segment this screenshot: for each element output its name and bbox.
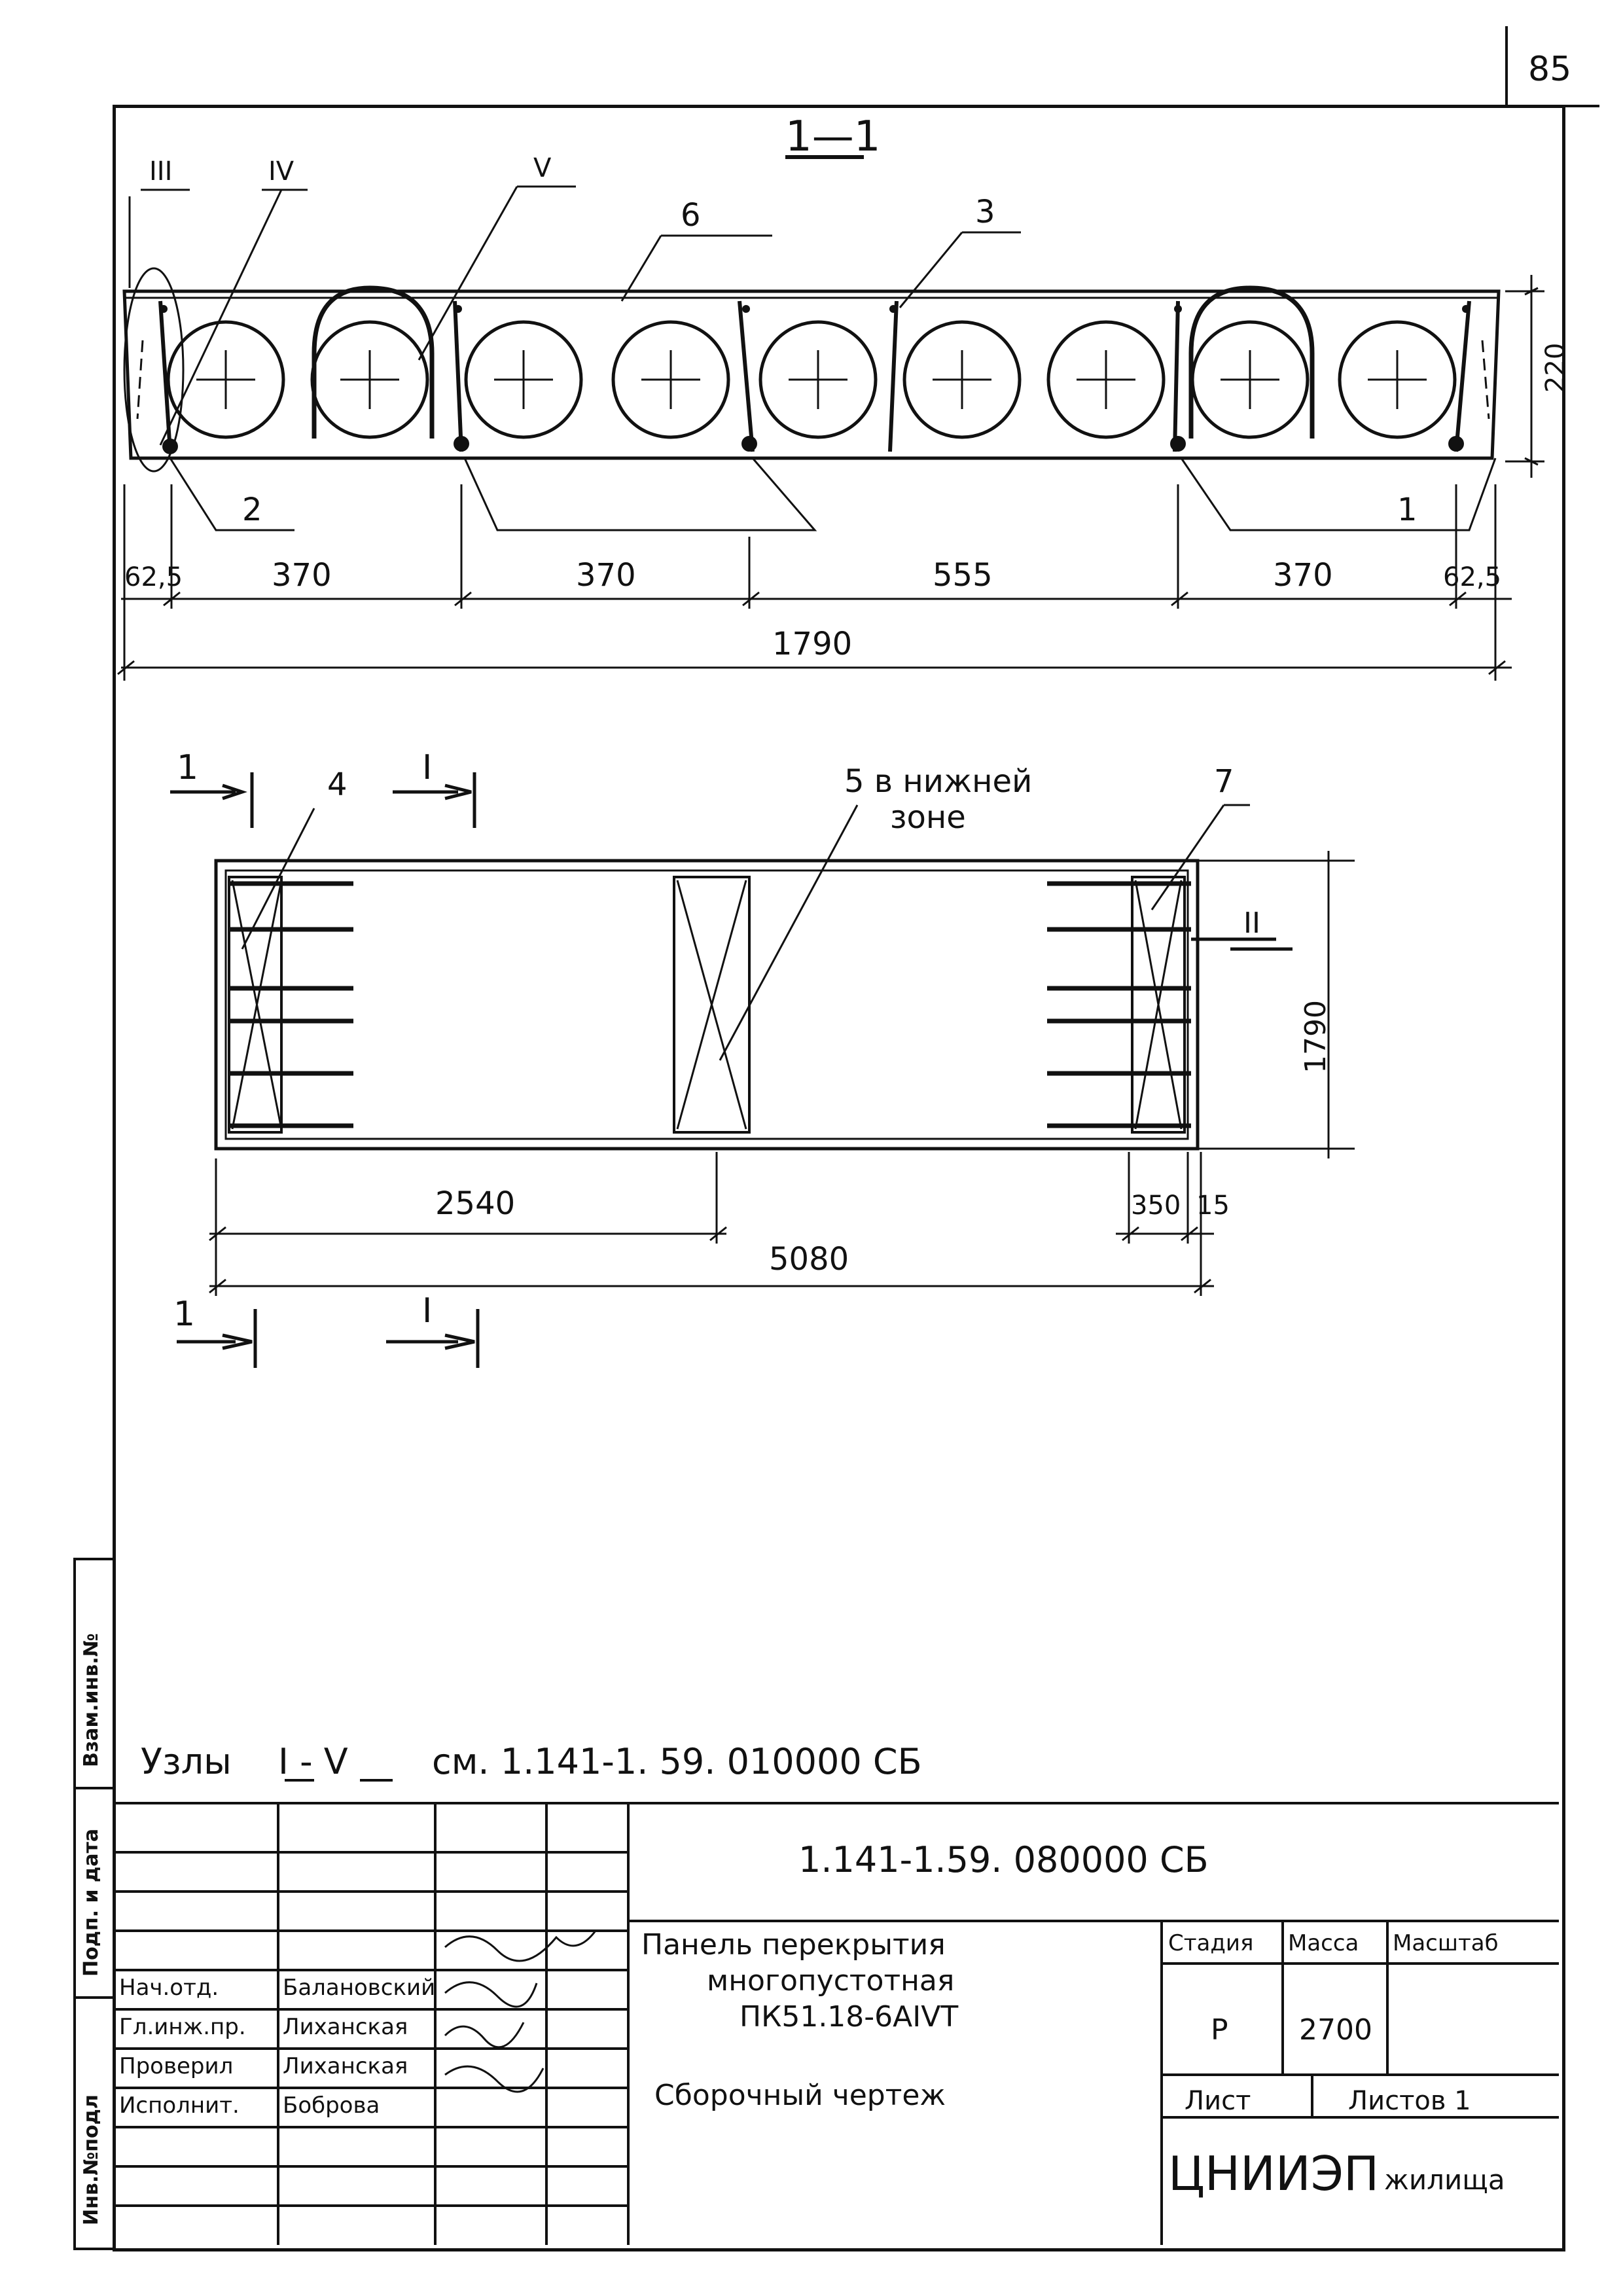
callout-pos6: 6 — [681, 197, 701, 234]
note-range: I - V — [278, 1741, 348, 1782]
callout-IV: IV — [268, 156, 294, 187]
dim-370-3: 370 — [1273, 557, 1333, 594]
stage-header: Стадия — [1168, 1930, 1254, 1956]
dim-370-1: 370 — [272, 557, 332, 594]
title-line2: многопустотная — [707, 1964, 955, 1998]
signer-name: Боброва — [283, 2092, 380, 2119]
plan-bars-left — [229, 884, 353, 1126]
dim-370-2: 370 — [576, 557, 636, 594]
dim-555: 555 — [933, 557, 993, 594]
callout-pos1: 1 — [1397, 492, 1418, 528]
plan-inner — [226, 870, 1188, 1139]
plan-node-II: II — [1243, 906, 1260, 940]
signer-name: Лиханская — [283, 2053, 408, 2079]
side-stamp-field3: Взам.инв.№ — [80, 1633, 103, 1767]
signer-role: Гл.инж.пр. — [119, 2014, 246, 2040]
note-prefix: Узлы — [141, 1741, 232, 1782]
plan-width-dim: 1790 — [1299, 1000, 1332, 1073]
plan-pos7: 7 — [1214, 763, 1234, 800]
height-dim-label: 220 — [1541, 342, 1571, 393]
scale-header: Масштаб — [1393, 1930, 1499, 1956]
plan-bars-right — [1047, 884, 1191, 1126]
end-dash-left — [137, 340, 143, 419]
page-number: 85 — [1528, 50, 1572, 89]
doc-code: 1.141-1.59. 080000 СБ — [798, 1839, 1209, 1880]
height-dimension — [1505, 275, 1544, 478]
title-line1: Панель перекрытия — [641, 1928, 946, 1962]
plan-pos4: 4 — [327, 766, 348, 803]
org-main: ЦНИИЭП — [1168, 2146, 1380, 2201]
callout-pos2: 2 — [242, 492, 262, 528]
plan-cut-1-top: 1 — [177, 748, 199, 787]
section-slab-outline — [124, 291, 1499, 458]
plan-dim-2540: 2540 — [435, 1185, 516, 1222]
plan-cut-I-top: I — [422, 748, 433, 787]
plan-cross-center — [677, 880, 746, 1129]
mass-header: Масса — [1288, 1930, 1359, 1956]
mass-value: 2700 — [1299, 2013, 1372, 2047]
note-reference: см. 1.141-1. 59. 010000 СБ — [432, 1741, 922, 1782]
callout-III: III — [149, 156, 173, 187]
callout-leaders — [130, 157, 1495, 530]
plan-cut-I-bottom: I — [422, 1291, 433, 1331]
signer-name: Балановский — [283, 1975, 436, 2001]
callout-pos3: 3 — [975, 194, 995, 230]
plan-pos5-line2: зоне — [890, 799, 966, 836]
dim-62-5-left: 62,5 — [124, 562, 183, 592]
plan-dim-5080: 5080 — [769, 1241, 849, 1278]
dim-62-5-right: 62,5 — [1443, 562, 1502, 592]
stage-value: Р — [1211, 2013, 1228, 2047]
plan-cross-left — [232, 880, 281, 1129]
side-stamp-field2: Подп. и дата — [80, 1828, 103, 1977]
signer-role: Нач.отд. — [119, 1975, 219, 2001]
signature-scribbles — [445, 1931, 596, 2092]
total-dim-1790: 1790 — [772, 626, 853, 662]
plan-dim-350: 350 — [1131, 1191, 1181, 1221]
title-line3: ПК51.18-6АIVТ — [740, 2000, 959, 2034]
void-crosses — [196, 350, 1427, 409]
section-title: 1—1 — [785, 113, 881, 161]
plan-cross-right — [1135, 880, 1181, 1129]
signer-role: Исполнит. — [119, 2092, 240, 2119]
plan-cut-1-bottom: 1 — [173, 1295, 196, 1334]
callout-V: V — [533, 153, 552, 183]
title-line4: Сборочный чертеж — [654, 2079, 946, 2112]
sheets-count-label: Листов 1 — [1348, 2086, 1471, 2116]
signer-name: Лиханская — [283, 2014, 408, 2040]
org-sub: жилища — [1384, 2164, 1505, 2196]
sheet-label: Лист — [1185, 2086, 1251, 2116]
signer-role: Проверил — [119, 2053, 234, 2079]
end-dash-right — [1482, 340, 1489, 419]
side-stamp-field1: Инв.№подл — [80, 2094, 103, 2225]
plan-dim-15: 15 — [1196, 1191, 1230, 1221]
plan-outline — [216, 861, 1198, 1149]
plan-pos5: 5 в нижней — [844, 763, 1033, 800]
